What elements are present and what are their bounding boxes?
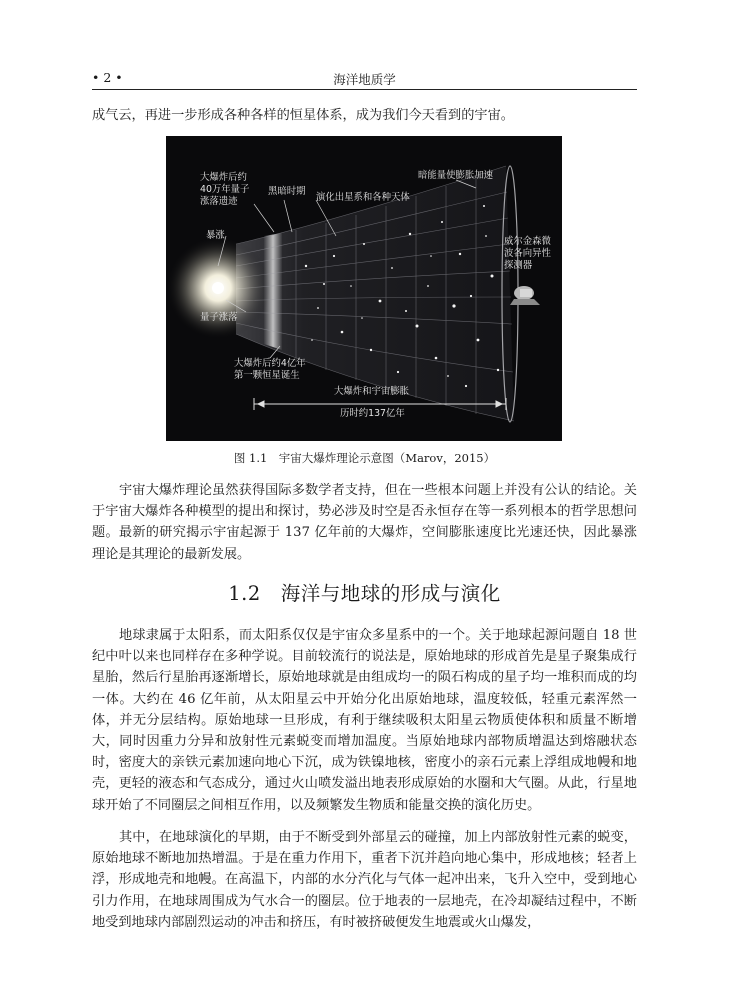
label-first-star: 大爆炸后约4亿年 第一颗恒星诞生 <box>234 358 306 381</box>
big-bang-figure <box>166 136 562 441</box>
label-inflation: 暴涨 <box>206 230 225 241</box>
body-paragraph: 其中，在地球演化的早期，由于不断受到外部星云的碰撞，加上内部放射性元素的蜕变，原始地球不断地加热增温。于是在重力作用下，重者下沉并趋向地心集中，形成地核；轻者上浮，形成地壳和地幔。在高温下，内部的水分汽化与气体一起冲出来，飞升入空中，受到地心引力作用，在地球周围成为气水合一的圈层。位于地表的一层地壳，在冷却凝结过程中，不断地受到地球内部剧烈运动的冲击和挤压，有时被挤破便发生地震或火山爆发， <box>92 830 637 930</box>
page-number: • 2 • <box>92 70 123 85</box>
section-title: 海洋与地球的形成与演化 <box>280 582 501 605</box>
section-heading <box>92 578 637 606</box>
label-dark-energy: 暗能量使膨胀加速 <box>418 170 494 181</box>
label-evolution: 演化出星系和各种天体 <box>316 192 410 203</box>
paragraph-after-figure: 宇宙大爆炸理论虽然获得国际多数学者支持，但在一些根本问题上并没有公认的结论。关于宇宙大爆炸各种模型的提出和探讨，势必涉及时空是否永恒存在等一系列根本的哲学思想问题。最新的研究揭示宇宙起源于 137 亿年前的大爆炸，空间膨胀速度比光速还快，因此暴涨理论是其理论的最新发展。 <box>92 483 637 562</box>
label-dark-age: 黑暗时期 <box>268 186 306 197</box>
label-after-400k: 大爆炸后约 40万年量子 涨落遗迹 <box>200 172 250 207</box>
wmap-probe <box>510 286 540 305</box>
page-header <box>92 70 637 88</box>
lead-paragraph: 成气云，再进一步形成各种各样的恒星体系，成为我们今天看到的宇宙。 <box>92 108 514 123</box>
label-expansion: 大爆炸和宇宙膨胀 <box>334 386 410 397</box>
label-quantum-fluct: 量子涨落 <box>200 312 238 323</box>
label-duration: 历时约137亿年 <box>340 408 405 419</box>
running-title: 海洋地质学 <box>333 72 396 87</box>
label-wmap: 威尔金森微 波各向异性 探测器 <box>504 236 551 271</box>
header-rule <box>92 89 637 90</box>
body-paragraph: 地球隶属于太阳系，而太阳系仅仅是宇宙众多星系中的一个。关于地球起源问题自 18 世纪中叶以来也同样存在多种学说。目前较流行的说法是，原始地球的形成首先是星子聚集成行星胎，然后行星胎再逐渐增长，原始地球就是由组成均一的陨石构成的星子均一堆积而成的均一体。大约在 46 亿年前，从太阳星云中开始分化出原始地球，温度较低，轻重元素浑然一体，并无分层结构。原始地球一旦形成，有利于继续吸积太阳星云物质使体积和质量不断增大，同时因重力分异和放射性元素蜕变而增加温度。当原始地球内部物质增温达到熔融状态时，密度大的亲铁元素加速向地心下沉，成为铁镍地核，密度小的亲石元素上浮组成地幔和地壳，更轻的液态和气态成分，通过火山喷发溢出地表形成原始的水圈和大气圈。从此，行星地球开始了不同圈层之间相互作用，以及频繁发生物质和能量交换的演化历史。 <box>92 628 637 813</box>
figure-caption: 图 1.1 宇宙大爆炸理论示意图（Marov，2015） <box>233 451 496 465</box>
section-number: 1.2 <box>228 582 261 605</box>
